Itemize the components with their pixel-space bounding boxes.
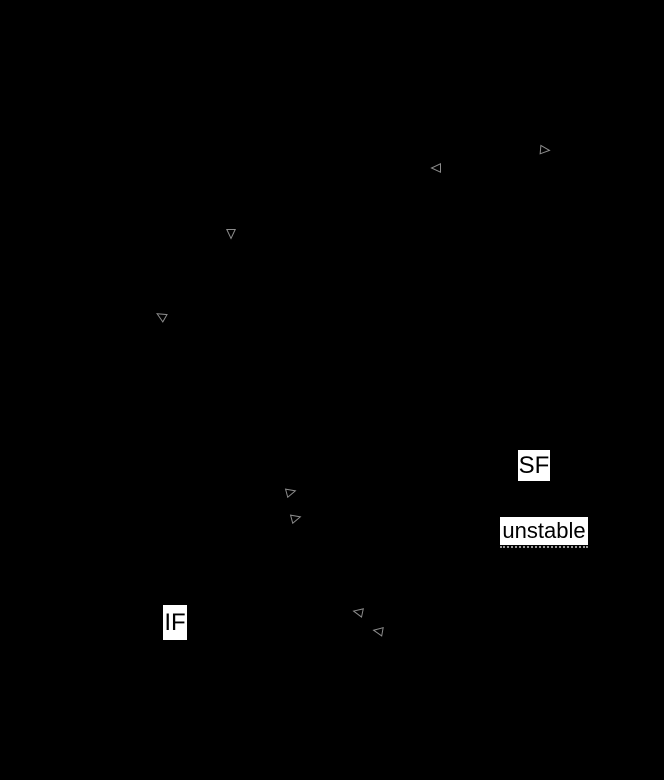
flow-arrowhead-right-middle-1-icon	[284, 485, 299, 500]
stable-focus-label: SF	[518, 450, 550, 481]
unstable-branch-label: unstable	[500, 517, 588, 545]
flow-arrowhead-left-lower-2-icon	[371, 624, 385, 638]
unstable-branch-dashed-line	[500, 546, 588, 548]
flow-arrowhead-right-top-icon	[538, 143, 551, 156]
flow-arrowhead-left-top-icon	[430, 162, 442, 174]
flow-arrowhead-downleft-left-icon	[153, 308, 169, 324]
flow-arrowhead-left-lower-1-icon	[351, 605, 365, 619]
flow-arrowhead-down-upper-left-icon	[225, 228, 237, 240]
flow-arrowhead-right-middle-2-icon	[289, 511, 304, 526]
inflection-fixed-point-label: IF	[163, 605, 187, 640]
